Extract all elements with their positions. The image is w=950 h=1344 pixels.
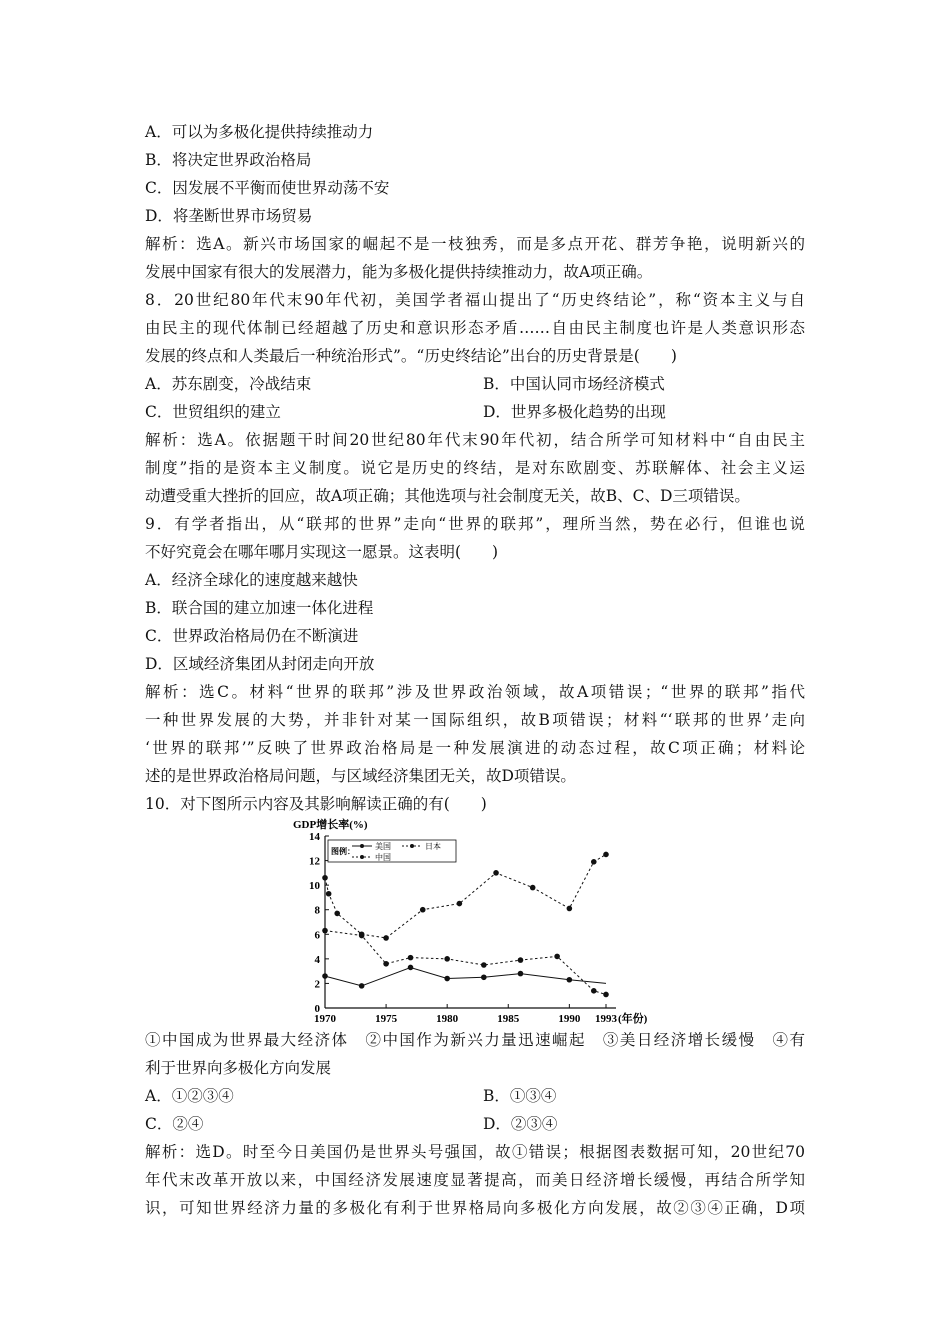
q10-option-a: A．①②③④	[145, 1087, 234, 1105]
q9-stem-line: 9．有学者指出，从“联邦的世界”走向“世界的联邦”，理所当然，势在必行，但谁也说	[145, 515, 805, 533]
q8-option-a: A．苏东剧变，冷战结束	[145, 375, 312, 393]
x-tick-label: 1980	[436, 1013, 459, 1025]
q10-option-c: C．②④	[145, 1115, 204, 1133]
y-tick-label: 12	[309, 855, 320, 868]
q8-option-b: B．中国认同市场经济模式	[483, 375, 665, 393]
series-line-美国	[325, 968, 606, 986]
q10-option-b: B．①③④	[483, 1087, 557, 1105]
chart-legend	[328, 840, 456, 862]
data-point-中国	[359, 931, 365, 937]
q9-analysis-line: 解析：选C。材料“世界的联邦”涉及世界政治领域，故A项错误；“世界的联邦”指代	[145, 683, 805, 701]
q8-analysis-line: 动遭受重大挫折的回应，故A项正确；其他选项与社会制度无关，故B、C、D三项错误。	[145, 487, 750, 505]
y-tick-label: 0	[314, 1003, 320, 1015]
data-point-中国	[591, 859, 597, 865]
q8-option-d: D．世界多极化趋势的出现	[483, 403, 666, 421]
legend-marker	[360, 844, 364, 848]
x-tick-label: 1993	[595, 1013, 617, 1025]
series-line-日本	[325, 931, 606, 995]
x-axis-title: (年份)	[618, 1013, 648, 1025]
x-tick-label: 1990	[558, 1013, 581, 1025]
q10-analysis-line: 年代末改革开放以来，中国经济发展速度显著提高，而美日经济增长缓慢，再结合所学知	[145, 1171, 805, 1189]
q8-stem-line: 8．20世纪80年代末90年代初，美国学者福山提出了“历史终结论”，称“资本主义与自	[145, 291, 805, 309]
legend-label: 日本	[425, 842, 441, 851]
data-point-中国	[567, 906, 573, 912]
data-point-中国	[326, 891, 332, 897]
q9-analysis-line: 一种世界发展的大势，并非针对某一国际组织，故B项错误；材料“‘联邦的世界’走向	[145, 711, 805, 729]
data-point-日本	[481, 962, 487, 968]
q8-analysis-line: 制度”指的是资本主义制度。说它是历史的终结，是对东欧剧变、苏联解体、社会主义运	[145, 459, 805, 477]
series-line-中国	[325, 854, 606, 938]
y-tick-label: 4	[314, 953, 320, 966]
data-point-中国	[383, 935, 389, 941]
data-point-中国	[420, 907, 426, 913]
q9-analysis-line: 述的是世界政治格局问题，与区域经济集团无关，故D项错误。	[145, 767, 576, 785]
q8-analysis-line: 解析：选A。依据题干时间20世纪80年代末90年代初，结合所学可知材料中“自由民主	[145, 431, 805, 449]
data-point-日本	[383, 961, 389, 967]
q9-option-b: B．联合国的建立加速一体化进程	[145, 599, 374, 617]
data-point-中国	[334, 911, 340, 917]
y-axis-title: GDP增长率(%)	[293, 819, 368, 831]
legend-marker	[360, 855, 364, 859]
q7-option-c: C．因发展不平衡而使世界动荡不安	[145, 179, 390, 197]
data-point-日本	[603, 992, 609, 998]
q7-analysis-line: 解析：选A。新兴市场国家的崛起不是一枝独秀，而是多点开花、群芳争艳，说明新兴的	[145, 235, 805, 253]
q9-stem-line: 不好究竟会在哪年哪月实现这一愿景。这表明( )	[145, 543, 499, 561]
x-tick-label: 1975	[375, 1013, 398, 1025]
q8-stem-line: 由民主的现代体制已经超越了历史和意识形态矛盾……自由民主制度也许是人类意识形态	[145, 319, 805, 337]
q8-stem-line: 发展的终点和人类最后一种统治形式”。“历史终结论”出台的历史背景是( )	[145, 347, 677, 365]
q8-option-c: C．世贸组织的建立	[145, 403, 281, 421]
data-point-日本	[518, 957, 524, 963]
data-point-美国	[322, 973, 328, 979]
legend-marker	[410, 844, 414, 848]
q7-analysis-line: 发展中国家有很大的发展潜力，能为多极化提供持续推动力，故A项正确。	[145, 263, 653, 281]
q7-option-d: D．将垄断世界市场贸易	[145, 207, 313, 225]
y-tick-label: 14	[309, 831, 320, 843]
q7-option-a: A．可以为多极化提供持续推动力	[145, 123, 374, 141]
q7-option-b: B．将决定世界政治格局	[145, 151, 312, 169]
q10-option-d: D．②③④	[483, 1115, 558, 1133]
data-point-中国	[493, 870, 499, 876]
data-point-日本	[322, 928, 328, 934]
data-point-美国	[444, 976, 450, 982]
x-tick-label: 1985	[497, 1013, 520, 1025]
data-point-日本	[554, 954, 560, 960]
q9-analysis-line: ‘世界的联邦’”反映了世界政治格局是一种发展演进的动态过程，故C项正确；材料论	[145, 739, 805, 757]
data-point-美国	[518, 971, 524, 977]
q9-option-c: C．世界政治格局仍在不断演进	[145, 627, 359, 645]
data-point-美国	[408, 965, 414, 971]
legend-title: 图例：	[331, 847, 355, 856]
data-point-中国	[603, 852, 609, 858]
data-point-日本	[591, 988, 597, 994]
data-point-中国	[457, 901, 463, 907]
data-point-日本	[444, 956, 450, 962]
y-tick-label: 8	[314, 904, 320, 917]
x-tick-label: 1970	[314, 1013, 336, 1025]
q10-statements-line: 利于世界向多极化方向发展	[145, 1059, 332, 1077]
q10-stem: 10．对下图所示内容及其影响解读正确的有( )	[145, 795, 487, 813]
chart-series	[322, 852, 609, 998]
data-point-日本	[408, 955, 414, 961]
y-tick-label: 10	[309, 880, 320, 893]
gdp-growth-chart	[290, 814, 648, 1025]
data-point-美国	[359, 983, 365, 989]
q10-analysis-line: 识，可知世界经济力量的多极化有利于世界格局向多极化方向发展，故②③④正确，D项	[145, 1199, 805, 1217]
q9-option-a: A．经济全球化的速度越来越快	[145, 571, 358, 589]
legend-label: 中国	[375, 853, 391, 862]
q10-statements-line: ①中国成为世界最大经济体 ②中国作为新兴力量迅速崛起 ③美日经济增长缓慢 ④有	[145, 1031, 805, 1049]
data-point-美国	[481, 974, 487, 980]
y-tick-label: 2	[314, 978, 320, 991]
data-point-美国	[567, 977, 573, 983]
legend-label: 美国	[375, 842, 391, 851]
q9-option-d: D．区域经济集团从封闭走向开放	[145, 655, 375, 673]
data-point-中国	[322, 875, 328, 881]
q10-analysis-line: 解析：选D。时至今日美国仍是世界头号强国，故①错误；根据图表数据可知，20世纪70	[145, 1143, 805, 1161]
data-point-中国	[530, 885, 536, 891]
y-tick-label: 6	[314, 929, 320, 942]
